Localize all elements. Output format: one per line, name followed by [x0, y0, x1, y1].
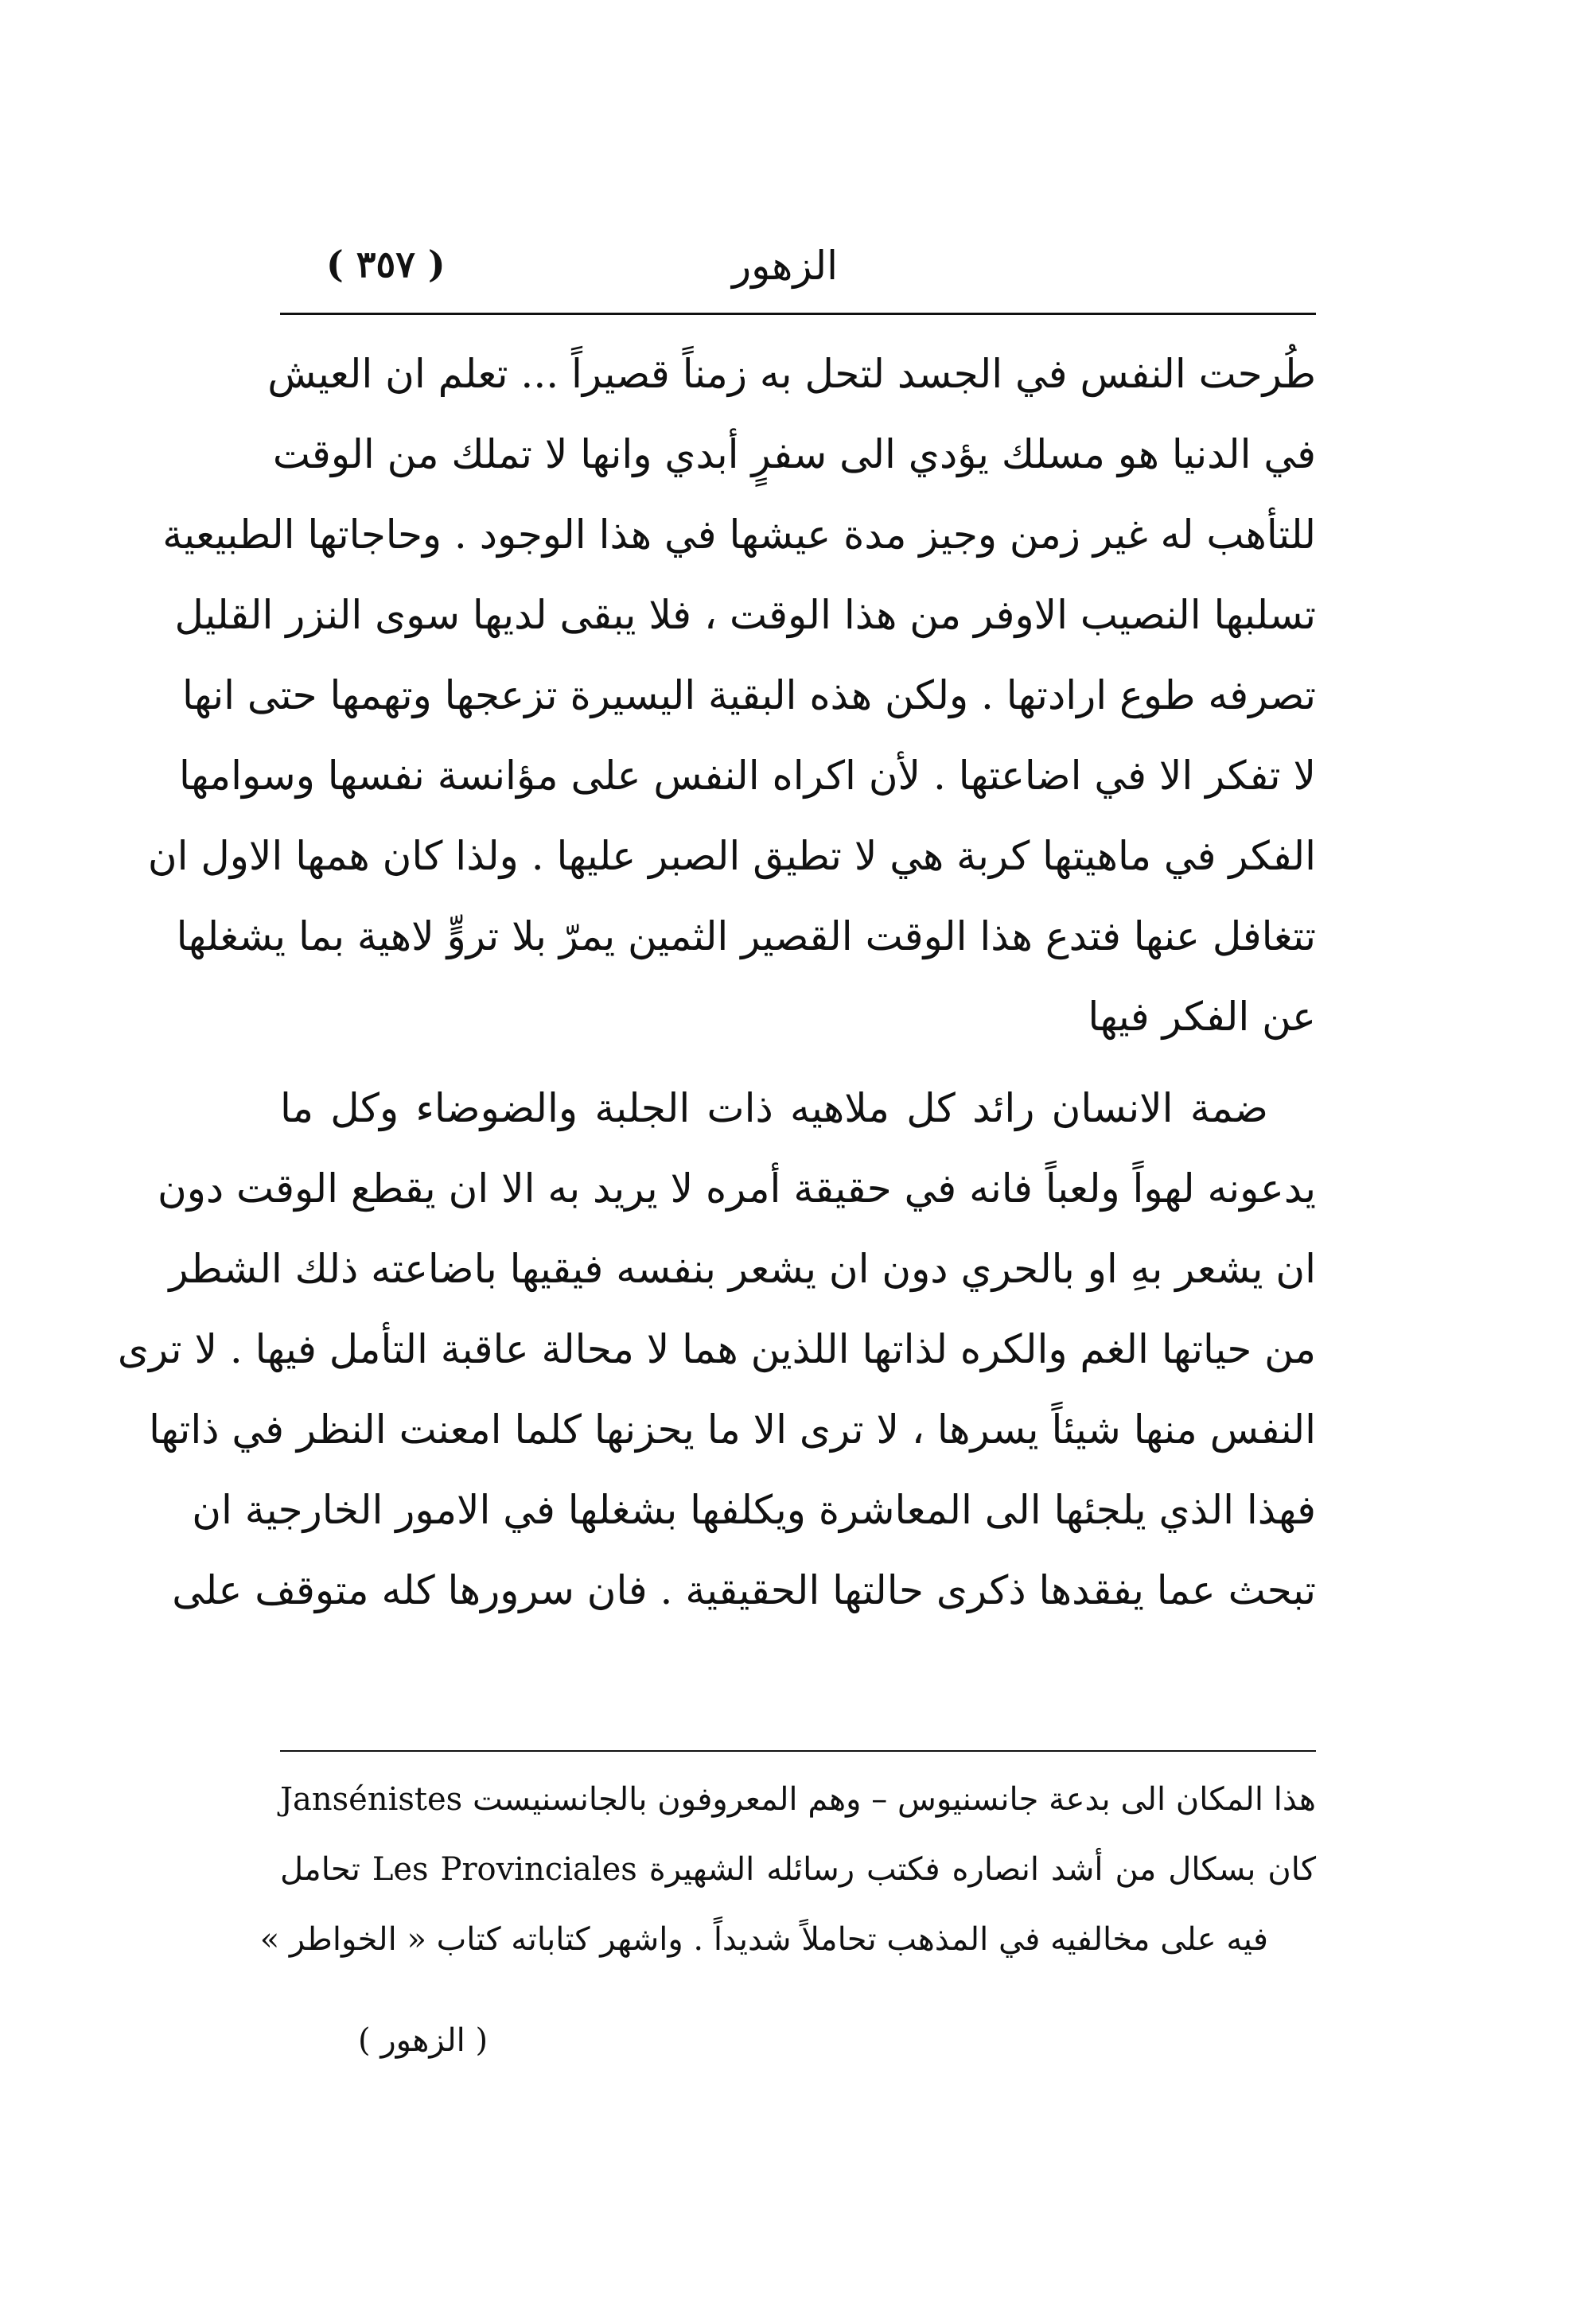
text-line: النفس منها شيئاً يسرها ، لا ترى الا ما يحزنها كلما امعنت النظر في ذاتها	[149, 1407, 1316, 1453]
page-header	[302, 243, 1313, 306]
text-line: تصرفه طوع ارادتها . ولكن هذه البقية اليسيرة تزعجها وتهمها حتى انها	[181, 672, 1316, 718]
text-line: فهذا الذي يلجئها الى المعاشرة ويكلفها بشغلها في الامور الخارجية ان	[192, 1487, 1316, 1533]
text-line: تتغافل عنها فتدع هذا الوقت القصير الثمين يمرّ بلا تروٍّ لاهية بما يشغلها	[176, 913, 1316, 959]
footnote-line: فيه على مخالفيه في المذهب تحاملاً شديداً . واشهر كتاباته كتاب « الخواطر »	[259, 1921, 1268, 1958]
text-line: تبحث عما يفقدها ذكرى حالتها الحقيقية . فان سرورها كله متوقف على	[172, 1567, 1316, 1613]
footnote-line: كان بسكال من أشد انصاره فكتب رسائله الشهيرة Les Provinciales تحامل	[280, 1851, 1316, 1888]
footnote-source: ( الزهور )	[358, 2022, 489, 2059]
body-text	[117, 334, 1316, 1631]
footnotes	[259, 1764, 1316, 1975]
text-line: للتأهب له غير زمن وجيز مدة عيشها في هذا الوجود . وحاجاتها الطبيعية	[162, 512, 1316, 558]
text-line: تسلبها النصيب الاوفر من هذا الوقت ، فلا يبقى لديها سوى النزر القليل	[174, 592, 1316, 638]
footnote-rule	[280, 1750, 1316, 1752]
text-line: عن الفكر فيها	[1088, 994, 1316, 1040]
header-rule	[280, 313, 1316, 315]
text-line: في الدنيا هو مسلك يؤدي الى سفرٍ أبدي وانها لا تملك من الوقت	[272, 431, 1316, 477]
text-line: يدعونه لهواً ولعباً فانه في حقيقة أمره لا يريد به الا ان يقطع الوقت دون	[157, 1165, 1316, 1212]
footnote-line: هذا المكان الى بدعة جانسنيوس – وهم المعروفون بالجانسنيست Jansénistes	[280, 1781, 1316, 1818]
text-line: طُرحت النفس في الجسد لتحل به زمناً قصيراً ... تعلم ان العيش	[267, 351, 1316, 397]
paragraph-gap	[280, 1057, 1316, 1068]
running-title: الزهور	[732, 243, 839, 289]
text-line: لا تفكر الا في اضاعتها . لأن اكراه النفس على مؤانسة نفسها وسوامها	[179, 753, 1316, 799]
text-line: الفكر في ماهيتها كربة هي لا تطيق الصبر عليها . ولذا كان همها الاول ان	[147, 833, 1316, 879]
text-line: ضمة الانسان رائد كل ملاهيه ذات الجلبة والضوضاء وكل ما	[280, 1085, 1268, 1131]
page-number: ( ٣٥٧ )	[326, 243, 446, 286]
text-line: ان يشعر بهِ او بالحري دون ان يشعر بنفسه فيقيها باضاعته ذلك الشطر	[169, 1246, 1316, 1292]
text-line: من حياتها الغم والكره لذاتها اللذين هما لا محالة عاقبة التأمل فيها . لا ترى	[117, 1326, 1316, 1372]
